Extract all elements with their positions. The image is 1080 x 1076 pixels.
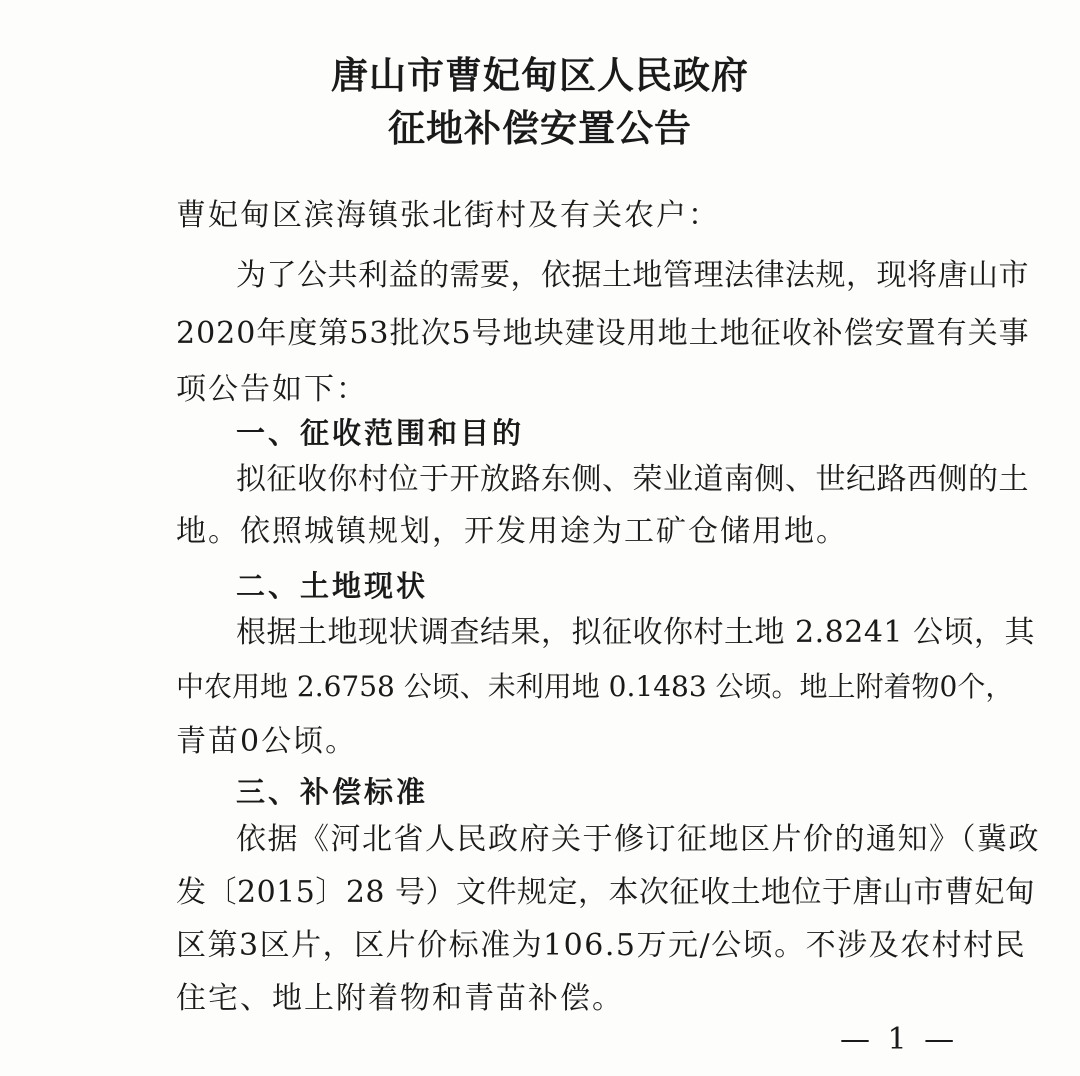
intro-line-3: 项公告如下： — [176, 372, 368, 407]
document-title-line1: 唐山市曹妃甸区人民政府 — [331, 53, 749, 97]
addressee: 曹妃甸区滨海镇张北街村及有关农户： — [176, 198, 720, 233]
page-number: — 1 — — [840, 1022, 959, 1057]
section2-line-3: 青苗0公顷。 — [176, 724, 358, 759]
document-title-line2: 征地补偿安置公告 — [388, 106, 692, 150]
section1-line-2: 地。依照城镇规划，开发用途为工矿仓储用地。 — [176, 514, 848, 549]
intro-line-1: 为了公共利益的需要，依据土地管理法律法规，现将唐山市 — [236, 258, 1029, 293]
section1-heading: 一、征收范围和目的 — [236, 416, 525, 450]
section2-line-2: 中农用地 2.6758 公顷、未利用地 0.1483 公顷。地上附着物0个， — [176, 670, 1014, 703]
section2-line-1: 根据土地现状调查结果，拟征收你村土地 2.8241 公顷，其 — [236, 615, 1036, 650]
intro-line-2: 2020年度第53批次5号地块建设用地土地征收补偿安置有关事 — [176, 316, 1030, 351]
section3-line-3: 区第3区片，区片价标准为106.5万元/公顷。不涉及农村村民 — [176, 928, 1027, 963]
section3-line-4: 住宅、地上附着物和青苗补偿。 — [176, 981, 624, 1016]
section3-heading: 三、补偿标准 — [236, 775, 429, 809]
section1-line-1: 拟征收你村位于开放路东侧、荣业道南侧、世纪路西侧的土 — [236, 462, 1029, 497]
section3-line-2: 发〔2015〕28 号）文件规定，本次征收土地位于唐山市曹妃甸 — [176, 875, 1036, 910]
section2-heading: 二、土地现状 — [236, 569, 429, 603]
section3-line-1: 依据《河北省人民政府关于修订征地区片价的通知》（冀政 — [236, 822, 1040, 857]
